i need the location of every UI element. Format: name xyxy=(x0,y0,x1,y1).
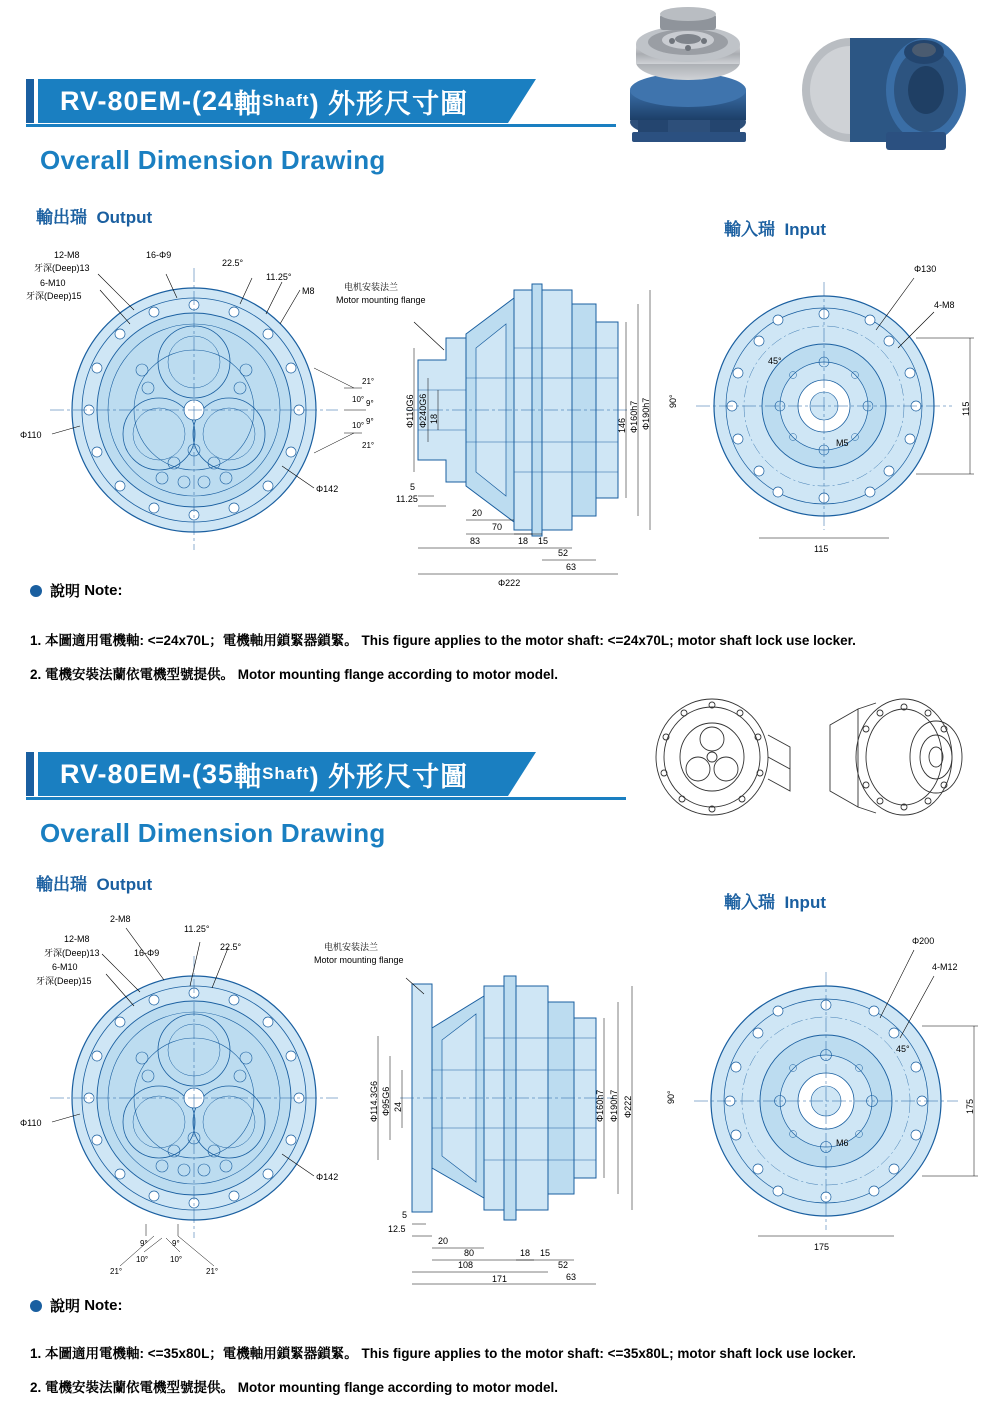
output-label-en-24: Output xyxy=(96,208,153,227)
dim-d130-24: Φ130 xyxy=(914,264,937,274)
dim-175-v-35: 175 xyxy=(965,1098,975,1114)
dim-108-35: 108 xyxy=(458,1260,474,1270)
dim-4-m12-35: 4-M12 xyxy=(932,962,958,972)
banner-bar-35 xyxy=(38,752,508,796)
output-label-cn-35: 輸出瑞 xyxy=(36,875,87,894)
dim-d160h7-35: Φ160h7 xyxy=(595,1089,605,1122)
dim-18a-24: 18 xyxy=(429,413,439,424)
callout-16-d9-35: 16-Φ9 xyxy=(134,948,160,958)
flange-label-en-35: Motor mounting flange xyxy=(314,955,404,965)
photo-rv80em-24-top xyxy=(610,2,790,152)
dim-18-35: 18 xyxy=(520,1248,531,1258)
photo-rv80em-24-side xyxy=(790,12,980,157)
output-label-cn-24: 輸出瑞 xyxy=(36,208,87,227)
callout-10a-35: 10° xyxy=(136,1255,149,1264)
input-label-cn-24: 輸入瑞 xyxy=(724,220,775,239)
note-bullet-icon-35 xyxy=(30,1300,42,1312)
dim-12p5-35: 12.5 xyxy=(388,1224,406,1234)
banner-underline-24 xyxy=(26,124,616,127)
banner-bar-24 xyxy=(38,79,508,123)
note-head-en-35: Note: xyxy=(84,1297,123,1314)
callout-9a-35: 9° xyxy=(140,1239,148,1248)
dim-52-35: 52 xyxy=(558,1260,569,1270)
callout-deep13-35: 牙深(Deep)13 xyxy=(44,948,100,958)
dim-d160h7-24: 146 xyxy=(617,417,627,433)
dim-20-35: 20 xyxy=(438,1236,449,1246)
callout-d110-35: Φ110 xyxy=(20,1118,42,1128)
dim-d190h7-35: Φ190h7 xyxy=(609,1089,619,1122)
subtitle-24: Overall Dimension Drawing xyxy=(40,145,386,175)
output-label-en-35: Output xyxy=(96,875,153,894)
drawing-24 xyxy=(14,238,989,598)
banner-title-shaft-35: Shaft xyxy=(262,764,310,783)
banner-underline-35 xyxy=(26,797,626,800)
callout-d142-24: Φ142 xyxy=(316,484,339,494)
callout-10a-24: 10° xyxy=(352,395,365,404)
note-1-24: 1. 本圖適用電機軸: <=24x70L；電機軸用鎖緊器鎖緊。 This figure applies to the motor shaft: <=24x70L; motor shaft lock use locker. xyxy=(30,633,856,648)
banner-title-cn-24: 軸 xyxy=(234,88,263,119)
input-front-view-35 xyxy=(666,936,978,1252)
banner-title-shaft-24: Shaft xyxy=(262,91,310,110)
callout-16-d9-24: 16-Φ9 xyxy=(146,250,172,260)
banner-title-cn-35: 軸 xyxy=(234,761,263,792)
callout-12-m8-24: 12-M8 xyxy=(54,250,80,260)
callout-11p25-35: 11.25° xyxy=(184,924,210,934)
callout-6-m10-35: 6-M10 xyxy=(52,962,78,972)
output-front-view-35 xyxy=(20,914,338,1276)
dim-83-24: 83 xyxy=(470,536,481,546)
section-view-24 xyxy=(336,281,651,588)
dim-20-24: 20 xyxy=(472,508,483,518)
callout-10b-35: 10° xyxy=(170,1255,183,1264)
callout-21a-35: 21° xyxy=(110,1267,123,1276)
callout-9b-35: 9° xyxy=(172,1239,180,1248)
callout-9b-24: 9° xyxy=(366,417,374,426)
input-label-en-35: Input xyxy=(784,893,826,912)
section-view-35 xyxy=(314,941,633,1284)
dim-90-35: 90° xyxy=(666,1090,676,1104)
dim-52-24: 52 xyxy=(558,548,569,558)
callout-d110-24: Φ110 xyxy=(20,430,42,440)
flange-label-en-24: Motor mounting flange xyxy=(336,295,426,305)
dim-15-24: 15 xyxy=(538,536,549,546)
callout-2-m8-35: 2-M8 xyxy=(110,914,131,924)
callout-21b-24: 21° xyxy=(362,441,375,450)
dim-115-h-24: 115 xyxy=(814,544,829,554)
input-front-view-24 xyxy=(668,264,974,554)
photo-rv80em-35-line-front xyxy=(650,695,810,820)
dim-5-24: 5 xyxy=(410,482,416,492)
dim-63-35: 63 xyxy=(566,1272,577,1282)
output-front-view-24 xyxy=(20,250,374,550)
dim-m5-24: M5 xyxy=(836,438,849,448)
dim-d114p3g6-35: Φ114.3G6 xyxy=(369,1080,379,1122)
subtitle-35: Overall Dimension Drawing xyxy=(40,818,386,848)
dim-115-v-24: 115 xyxy=(961,401,971,416)
dim-m6-35: M6 xyxy=(836,1138,849,1148)
dim-d200-35: Φ200 xyxy=(912,936,935,946)
dim-171-35: 171 xyxy=(492,1274,508,1284)
callout-d142-35: Φ142 xyxy=(316,1172,339,1182)
callout-10b-24: 10° xyxy=(352,421,365,430)
dim-45-35: 45° xyxy=(896,1044,910,1054)
callout-21b-35: 21° xyxy=(206,1267,219,1276)
input-label-24 xyxy=(724,215,826,240)
banner-left-mark-35 xyxy=(26,752,34,796)
banner-title-tail-24: ) 外形尺寸圖 xyxy=(309,88,469,119)
callout-m8-24: M8 xyxy=(302,286,315,296)
callout-6-m10-24: 6-M10 xyxy=(40,278,66,288)
note-2-35: 2. 電機安裝法蘭依電機型號提供。 Motor mounting flange according to motor model. xyxy=(30,1380,558,1395)
dim-11p25-24: 11.25 xyxy=(396,494,418,504)
dim-146-24: Φ222 xyxy=(498,578,521,588)
callout-22p5-35: 22.5° xyxy=(220,942,242,952)
banner-title-tail-35: ) 外形尺寸圖 xyxy=(309,761,469,792)
note-2-24: 2. 電機安裝法蘭依電機型號提供。 Motor mounting flange according to motor model. xyxy=(30,667,558,682)
callout-deep13-24: 牙深(Deep)13 xyxy=(34,263,90,273)
note-bullet-icon-24 xyxy=(30,585,42,597)
input-label-cn-35: 輸入瑞 xyxy=(724,893,775,912)
note-head-cn-24: 說明 xyxy=(50,583,81,600)
dim-24-35: 24 xyxy=(393,1101,403,1112)
dim-d222-24: Φ190h7 xyxy=(641,397,651,430)
dim-d110g6-24: Φ110G6 xyxy=(405,394,415,428)
callout-11p25-24: 11.25° xyxy=(266,272,292,282)
banner-title-main-35: RV-80EM-(35 xyxy=(60,758,235,789)
dim-d240g6-24: Φ240G6 xyxy=(418,393,428,428)
callout-deep15-35: 牙深(Deep)15 xyxy=(36,976,92,986)
flange-label-cn-24: 电机安装法兰 xyxy=(344,282,399,292)
drawing-35 xyxy=(14,906,989,1286)
dim-63-24: 63 xyxy=(566,562,577,572)
dim-4-m8-24: 4-M8 xyxy=(934,300,955,310)
note-head-24 xyxy=(30,580,123,601)
output-label-35 xyxy=(36,870,152,895)
dim-15-35: 15 xyxy=(540,1248,551,1258)
callout-deep15-24: 牙深(Deep)15 xyxy=(26,291,82,301)
dim-d190h7-24: Φ160h7 xyxy=(629,400,639,433)
note-head-en-24: Note: xyxy=(84,582,123,599)
callout-12-m8-35: 12-M8 xyxy=(64,934,90,944)
note-1-35: 1. 本圖適用電機軸: <=35x80L；電機軸用鎖緊器鎖緊。 This figure applies to the motor shaft: <=35x80L; motor shaft lock use locker. xyxy=(30,1346,856,1361)
callout-9a-24: 9° xyxy=(366,399,374,408)
photo-rv80em-35-line-back xyxy=(818,695,983,820)
dim-d95g6-35: Φ95G6 xyxy=(381,1086,391,1116)
note-head-cn-35: 說明 xyxy=(50,1298,81,1315)
flange-label-cn-35: 电机安装法兰 xyxy=(324,942,379,952)
callout-21a-24: 21° xyxy=(362,377,375,386)
dim-45-24: 45° xyxy=(768,356,782,366)
section-banner-35 xyxy=(26,751,508,797)
dim-d222-35: Φ222 xyxy=(623,1095,633,1118)
dim-5-35: 5 xyxy=(402,1210,408,1220)
banner-title-main-24: RV-80EM-(24 xyxy=(60,85,235,116)
input-label-en-24: Input xyxy=(784,220,826,239)
output-label-24 xyxy=(36,203,152,228)
dim-90-24: 90° xyxy=(668,394,678,408)
dim-80-35: 80 xyxy=(464,1248,475,1258)
section-banner-24 xyxy=(26,78,508,124)
banner-left-mark xyxy=(26,79,34,123)
dim-18b-24: 18 xyxy=(518,536,529,546)
note-head-35 xyxy=(30,1295,123,1316)
callout-22p5-24: 22.5° xyxy=(222,258,244,268)
dim-175-h-35: 175 xyxy=(814,1242,830,1252)
dim-70-24: 70 xyxy=(492,522,503,532)
